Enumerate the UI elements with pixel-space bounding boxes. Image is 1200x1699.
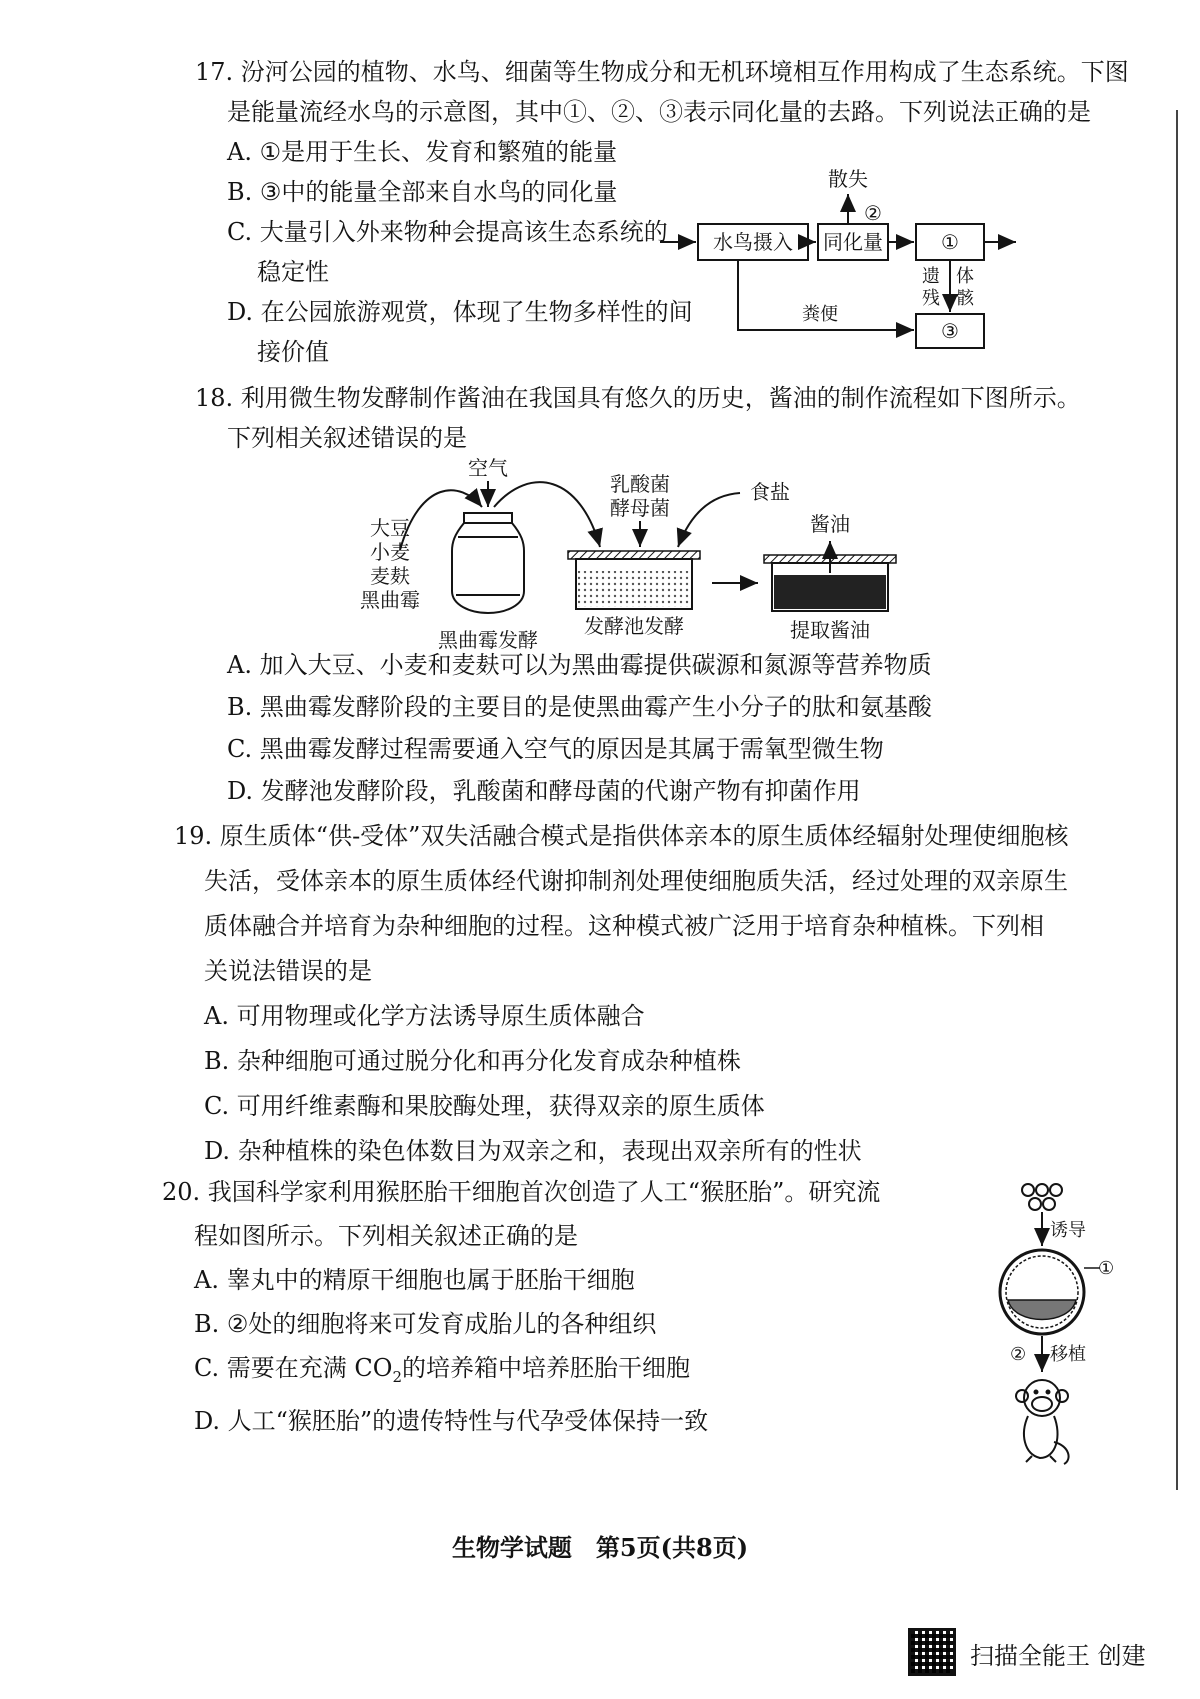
q18-option-c: C. 黑曲霉发酵过程需要通入空气的原因是其属于需氧型微生物 [227,735,884,763]
q17-option-d: D. 在公园旅游观赏，体现了生物多样性的间 [227,298,693,326]
q20-option-c-post: 的培养箱中培养胚胎干细胞 [401,1354,690,1382]
remains-label-a: 遗 [922,266,940,287]
q20-option-b: B. ②处的细胞将来可发育成胎儿的各种组织 [194,1310,657,1338]
loss-label: 散失 [828,167,868,191]
feces-label: 粪便 [802,304,838,325]
question-18-options [227,644,1157,812]
qr-code-icon [908,1628,956,1676]
fermentation-pool [568,551,700,609]
induce-label: 诱导 [1050,1220,1086,1241]
input-aspergillus: 黑曲霉 [360,588,420,612]
q19-option-d: D. 杂种植株的染色体数目为双亲之和，表现出双亲所有的性状 [204,1137,862,1165]
q20-option-c-sub: 2 [392,1367,402,1386]
q20-option-a: A. 睾丸中的精原干细胞也属于胚胎干细胞 [194,1266,635,1294]
intake-label: 水鸟摄入 [713,230,793,254]
input-soybean: 大豆 [370,516,410,540]
assimilation-label: 同化量 [823,230,883,254]
soy-sauce-label: 酱油 [810,512,850,536]
page-footer: 生物学试题 第5页(共8页) [451,1533,749,1562]
stage3-label: 提取酱油 [790,618,870,642]
q18-option-b: B. 黑曲霉发酵阶段的主要目的是使黑曲霉产生小分子的肽和氨基酸 [227,693,932,721]
q19-option-b: B. 杂种细胞可通过脱分化和再分化发育成杂种植株 [204,1047,741,1075]
stage2-label: 发酵池发酵 [584,614,684,638]
q20-option-d: D. 人工“猴胚胎”的遗传特性与代孕受体保持一致 [194,1406,709,1435]
q20-stem-line2: 程如图所示。下列相关叙述正确的是 [194,1222,578,1250]
q17-option-a: A. ①是用于生长、发育和繁殖的能量 [227,138,618,166]
transplant-label: 移植 [1050,1344,1086,1365]
remains-label-b: 体 [956,266,974,287]
q17-option-c: C. 大量引入外来物种会提高该生态系统的 [227,218,668,246]
salt-label: 食盐 [750,480,790,504]
q19-option-a: A. 可用物理或化学方法诱导原生质体融合 [204,1002,645,1030]
input-bran: 麦麸 [370,564,410,588]
microbe-label-2: 酵母菌 [610,496,670,520]
circle-1-label: ① [1098,1258,1115,1279]
q20-monkey-embryo-diagram [990,1180,1120,1490]
monkey-icon [1016,1380,1069,1464]
margin-rule [1176,110,1178,1490]
scanner-watermark [908,1628,1178,1678]
box-1-label: ① [941,230,959,254]
microbe-label-1: 乳酸菌 [610,472,670,496]
air-label: 空气 [468,456,508,480]
q18-stem-line1: 18. 利用微生物发酵制作酱油在我国具有悠久的历史，酱油的制作流程如下图所示。 [195,384,1081,412]
box-3-label: ③ [941,319,959,343]
q17-option-d-cont: 接价值 [257,338,329,366]
q19-option-c: C. 可用纤维素酶和果胶酶处理，获得双亲的原生质体 [204,1092,765,1120]
extraction-tank [764,555,896,611]
question-20 [162,1170,922,1443]
q17-stem-line2: 是能量流经水鸟的示意图，其中①、②、③表示同化量的去路。下列说法正确的是 [227,98,1091,126]
question-19 [174,814,1164,1174]
q17-option-b: B. ③中的能量全部来自水鸟的同化量 [227,178,618,206]
input-wheat: 小麦 [370,540,410,564]
q20-option-c [194,1346,922,1399]
q20-option-c-pre: C. 需要在充满 CO [194,1354,393,1382]
q19-stem-line3: 质体融合并培育为杂种细胞的过程。这种模式被广泛用于培育杂种植株。下列相 [204,912,1044,940]
q19-stem-line1: 19. 原生质体“供-受体”双失活融合模式是指供体亲本的原生质体经辐射处理使细胞核 [174,822,1069,850]
q18-stem-line2: 下列相关叙述错误的是 [227,424,467,452]
question-18 [195,378,1155,458]
remains-label-d: 骸 [956,288,974,309]
circle-2-label: ② [864,201,882,225]
q17-stem-line1: 17. 汾河公园的植物、水鸟、细菌等生物成分和无机环境相互作用构成了生态系统。下图 [195,58,1129,86]
q18-option-d: D. 发酵池发酵阶段，乳酸菌和酵母菌的代谢产物有抑菌作用 [227,777,861,805]
q17-option-c-cont: 稳定性 [257,258,329,286]
fermenter-tank [452,513,524,613]
remains-label-c: 残 [922,288,940,309]
q18-option-a: A. 加入大豆、小麦和麦麸可以为黑曲霉提供碳源和氮源等营养物质 [227,651,932,679]
circle-2-label: ② [1010,1344,1027,1365]
blastocyst [1000,1250,1084,1334]
stem-cell-cluster [1022,1184,1062,1210]
q19-stem-line2: 失活，受体亲本的原生质体经代谢抑制剂处理使细胞质失活，经过处理的双亲原生 [204,867,1068,895]
stage1-label: 黑曲霉发酵 [438,628,538,652]
q19-stem-line4: 关说法错误的是 [204,957,372,985]
scanner-text: 扫描全能王 创建 [970,1642,1146,1670]
q20-stem-line1: 20. 我国科学家利用猴胚胎干细胞首次创造了人工“猴胚胎”。研究流 [162,1178,881,1206]
q17-energy-flow-diagram [660,160,1080,370]
